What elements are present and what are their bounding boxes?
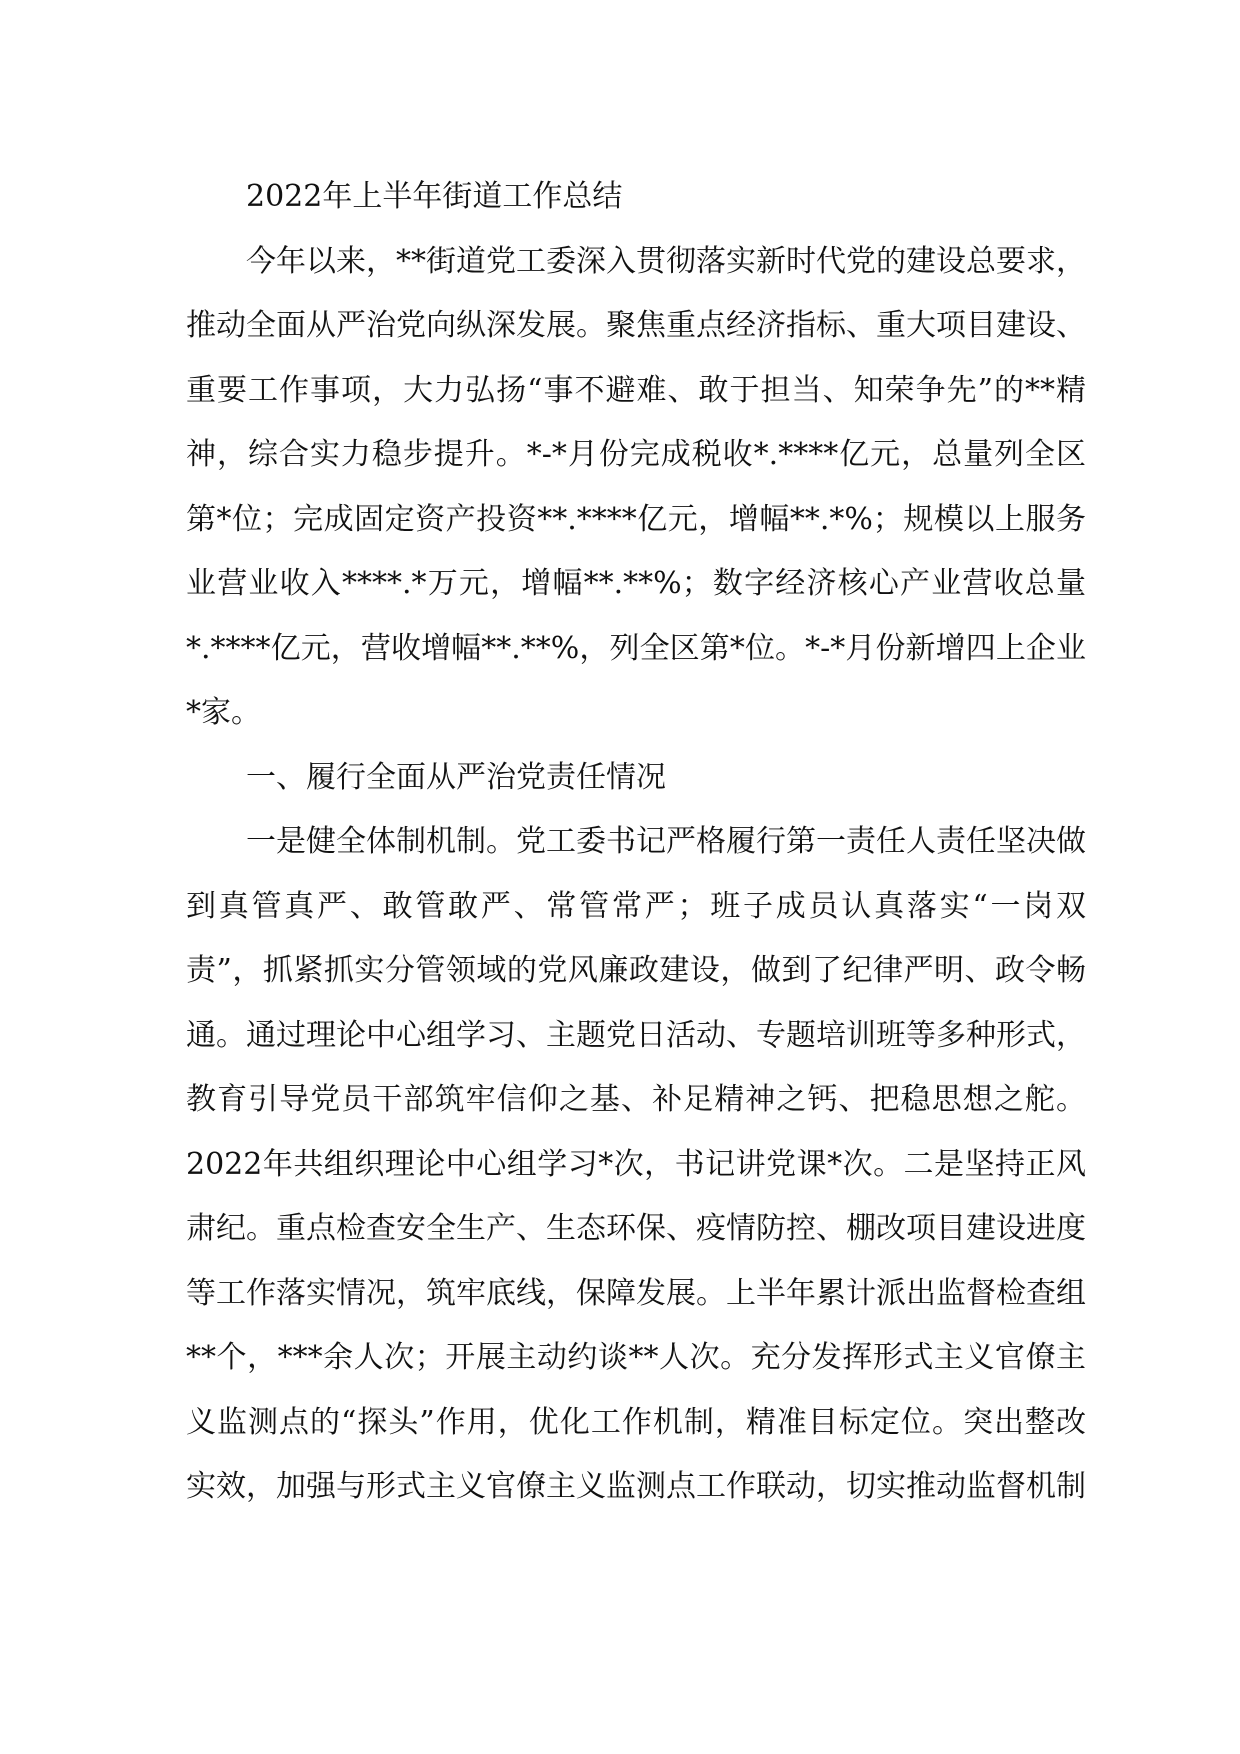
document-body: [186, 165, 1086, 1520]
document-title: 2022年上半年街道工作总结: [246, 179, 623, 214]
paragraph-section-one: 一是健全体制机制。党工委书记严格履行第一责任人责任坚决做到真管真严、敢管敢严、常管常严；班子成员认真落实“一岗双责”，抓紧抓实分管领域的党风廉政建设，做到了纪律严明、政令畅通。通过理论中心组学习、主题党日活动、专题培训班等多种形式，教育引导党员干部筑牢信仰之基、补足精神之钙、把稳思想之舵。2022年共组织理论中心组学习*次，书记讲党课*次。二是坚持正风肃纪。重点检查安全生产、生态环保、疫情防控、棚改项目建设进度等工作落实情况，筑牢底线，保障发展。上半年累计派出监督检查组**个，***余人次；开展主动约谈**人次。充分发挥形式主义官僚主义监测点的“探头”作用，优化工作机制，精准目标定位。突出整改实效，加强与形式主义官僚主义监测点工作联动，切实推动监督机制: [186, 824, 1086, 1504]
section-heading: 一、履行全面从严治党责任情况: [246, 759, 666, 795]
paragraph-intro: 今年以来，**街道党工委深入贯彻落实新时代党的建设总要求，推动全面从严治党向纵深发展。聚焦重点经济指标、重大项目建设、重要工作事项，大力弘扬“事不避难、敢于担当、知荣争先”的**精神，综合实力稳步提升。*-*月份完成税收*.****亿元，总量列全区第*位；完成固定资产投资**.****亿元，增幅**.*%；规模以上服务业营业收入****.*万元，增幅**.**%；数字经济核心产业营收总量*.****亿元，营收增幅**.**%，列全区第*位。*-*月份新增四上企业*家。: [186, 243, 1086, 730]
